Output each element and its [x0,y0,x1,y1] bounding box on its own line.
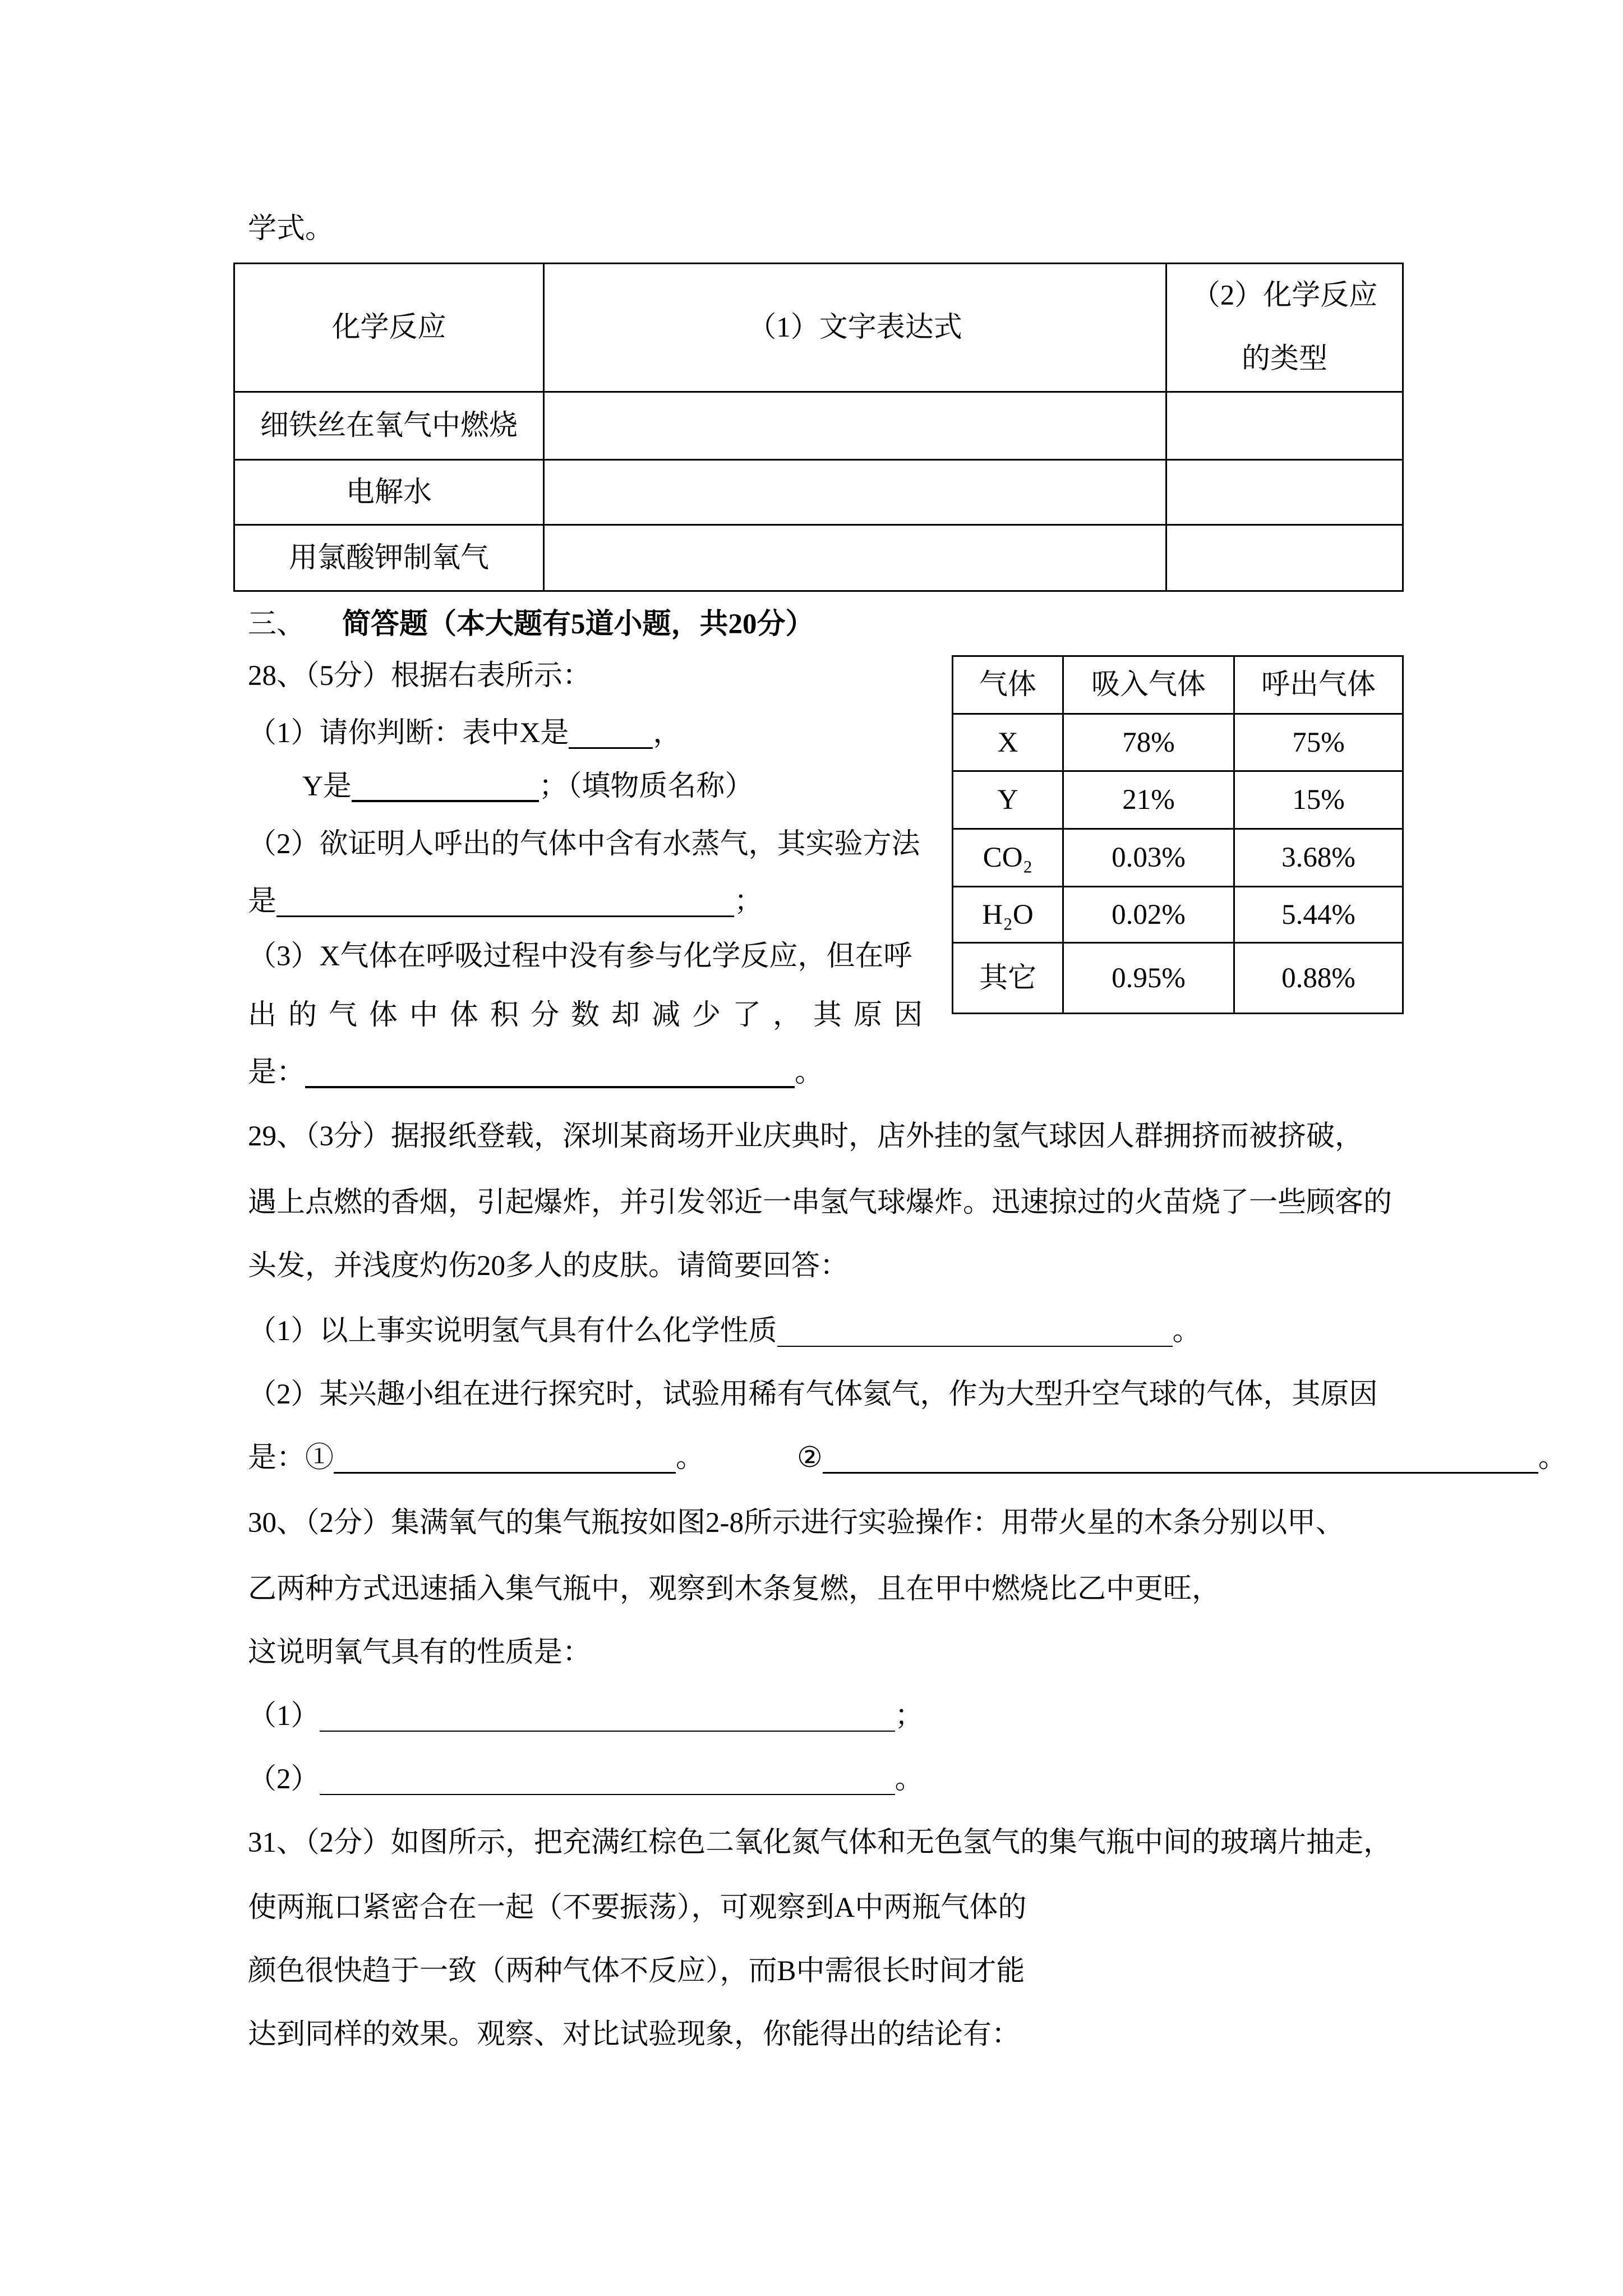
exhaled-value-cell: 75% [1234,714,1403,771]
q29-part2b [248,1441,1594,1475]
section-number: 三、 [248,609,306,640]
q30-answer2-suffix: 。 [895,1764,924,1795]
q30-stem-1: 30、（2分）集满氧气的集气瓶按如图2-8所示进行实验操作：用带火星的木条分别以甲、 [248,1507,1344,1539]
reaction-name-cell: 细铁丝在氧气中燃烧 [234,392,544,460]
table-row [953,943,1403,1014]
q28-part1-suffix: ， [653,717,682,749]
reaction-name-cell: 电解水 [234,460,544,525]
continuation-line [248,212,334,246]
q28-part3 [248,940,912,973]
q30-stem-line-1 [248,1506,1344,1540]
q28-part1b-prefix: Y是 [302,771,352,802]
exhaled-value-cell: 15% [1234,771,1403,829]
q29-part2 [248,1378,1378,1411]
q29-stem-line-2 [248,1186,1392,1220]
q29-part1-suffix: 。 [1172,1315,1201,1347]
answer-blank [352,773,539,802]
answer-cell [1166,525,1403,591]
answer-blank [777,1319,1173,1347]
q29-part2b-suffix: 。 [1538,1442,1567,1474]
q29-stem-2: 遇上点燃的香烟，引起爆炸，并引发邻近一串氢气球爆炸。迅速掠过的火苗烧了一些顾客的 [248,1187,1393,1218]
section-heading [248,608,814,641]
q29-stem-1: 29、（3分）据报纸登载，深圳某商场开业庆典时，店外挂的氢气球因人群拥挤而被挤破， [248,1121,1364,1152]
q29-part2-text: （2）某兴趣小组在进行探究时，试验用稀有气体氦气，作为大型升空气球的气体，其原因 [248,1379,1378,1410]
gas-name-cell: H₂O [953,887,1063,943]
q28-part2-text: （2）欲证明人呼出的气体中含有水蒸气，其实验方法 [248,829,920,860]
q29-stem-3: 头发，并浅度灼伤20多人的皮肤。请简要回答： [248,1250,849,1282]
answer-cell [1166,460,1403,525]
q28-part3c-suffix: 。 [795,1057,824,1088]
table-row [953,771,1403,829]
gas-composition-table [952,655,1404,1014]
table-row [234,392,1403,460]
q28-part1 [248,716,681,750]
q28-part3c [248,1056,823,1089]
answer-blank [823,1445,1538,1474]
gas-table-header-row [953,656,1403,714]
table-row [953,714,1403,771]
table-row [234,460,1403,525]
exhaled-value-cell: 5.44% [1234,887,1403,943]
inhaled-value-cell: 21% [1063,771,1234,829]
q30-stem-3: 这说明氧气具有的性质是： [248,1637,592,1668]
inhaled-value-cell: 0.03% [1063,829,1234,887]
header-reaction-type-text: （2）化学反应的类型 [1191,280,1378,375]
inhaled-value-cell: 78% [1063,714,1234,771]
answer-blank [320,1767,895,1795]
exhaled-value-cell: 3.68% [1234,829,1403,887]
header-exhaled: 呼出气体 [1234,656,1403,714]
header-reaction-type [1166,264,1403,392]
inhaled-value-cell: 0.95% [1063,943,1234,1014]
q30-answer2-label: （2） [248,1764,320,1795]
q29-part1 [248,1314,1201,1348]
header-word-equation: （1）文字表达式 [544,264,1166,392]
q28-part3c-prefix: 是： [248,1057,306,1088]
q29-part1-prefix: （1）以上事实说明氢气具有什么化学性质 [248,1315,777,1347]
header-gas: 气体 [953,656,1063,714]
continuation-text: 学式。 [248,213,334,245]
q28-part1b-suffix: ；（填物质名称） [538,771,754,802]
answer-blank [569,720,653,749]
header-reaction: 化学反应 [234,264,544,392]
q31-stem-2: 使两瓶口紧密合在一起（不要振荡），可观察到A中两瓶气体的 [248,1892,1027,1924]
gas-name-cell: Y [953,771,1063,829]
q29-part2b-mid: 。 [676,1442,705,1474]
q31-stem-1: 31、（2分）如图所示，把充满红棕色二氧化氮气体和无色氢气的集气瓶中间的玻璃片抽走， [248,1827,1393,1858]
q30-answer-1 [248,1699,924,1733]
gas-name-cell: CO₂ [953,829,1063,887]
q28-part2b [248,885,763,918]
q28-part2b-prefix: 是 [248,886,277,917]
q28-stem [248,659,591,693]
q30-answer1-label: （1） [248,1700,320,1732]
answer-cell [544,460,1166,525]
table-row [953,887,1403,943]
q28-part3b-text: 出的气体中体积分数却减少了，其原因 [248,1000,935,1031]
q31-stem-3: 颜色很快趋于一致（两种气体不反应），而B中需很长时间才能 [248,1955,1025,1987]
answer-cell [544,392,1166,460]
reaction-name-cell: 用氯酸钾制氧气 [234,525,544,591]
table-row [234,525,1403,591]
q28-part2 [248,827,920,861]
inhaled-value-cell: 0.02% [1063,887,1234,943]
q30-stem-line-2 [248,1572,1220,1606]
q29-part2b-prefix: 是：① [248,1442,334,1474]
header-inhaled: 吸入气体 [1063,656,1234,714]
q29-stem-line-1 [248,1120,1363,1153]
q31-stem-4: 达到同样的效果。观察、对比试验现象，你能得出的结论有： [248,2019,1021,2050]
section-title: 简答题（本大题有5道小题，共20分） [342,609,814,640]
answer-blank [320,1704,895,1732]
q31-stem-line-4 [248,2018,1020,2051]
q29-part2b-second-answer [797,1441,1567,1475]
q28-stem-text: 28、（5分）根据右表所示： [248,660,592,692]
q30-stem-2: 乙两种方式迅速插入集气瓶中，观察到木条复燃，且在甲中燃烧比乙中更旺， [248,1573,1221,1605]
answer-cell [1166,392,1403,460]
q30-stem-line-3 [248,1636,591,1669]
q31-stem-line-1 [248,1826,1392,1860]
q28-part1-prefix: （1）请你判断：表中X是 [248,717,569,749]
q30-answer1-suffix: ； [895,1700,924,1732]
q30-answer-2 [248,1763,924,1796]
answer-blank [334,1445,676,1474]
reaction-table [233,263,1404,592]
q28-part2b-suffix: ； [734,886,763,917]
q28-part1b [302,770,753,803]
q29-part2b-second-marker: ② [797,1442,823,1474]
reaction-table-header-row [234,264,1403,392]
answer-cell [544,525,1166,591]
exhaled-value-cell: 0.88% [1234,943,1403,1014]
answer-blank [305,1059,795,1088]
table-row [953,829,1403,887]
q28-part3b [248,999,934,1032]
gas-name-cell: 其它 [953,943,1063,1014]
q28-part3-text: （3）X气体在呼吸过程中没有参与化学反应，但在呼 [248,941,912,972]
q29-stem-line-3 [248,1249,849,1283]
q31-stem-line-3 [248,1954,1025,1988]
gas-name-cell: X [953,714,1063,771]
q31-stem-line-2 [248,1891,1026,1925]
answer-blank [276,889,734,917]
